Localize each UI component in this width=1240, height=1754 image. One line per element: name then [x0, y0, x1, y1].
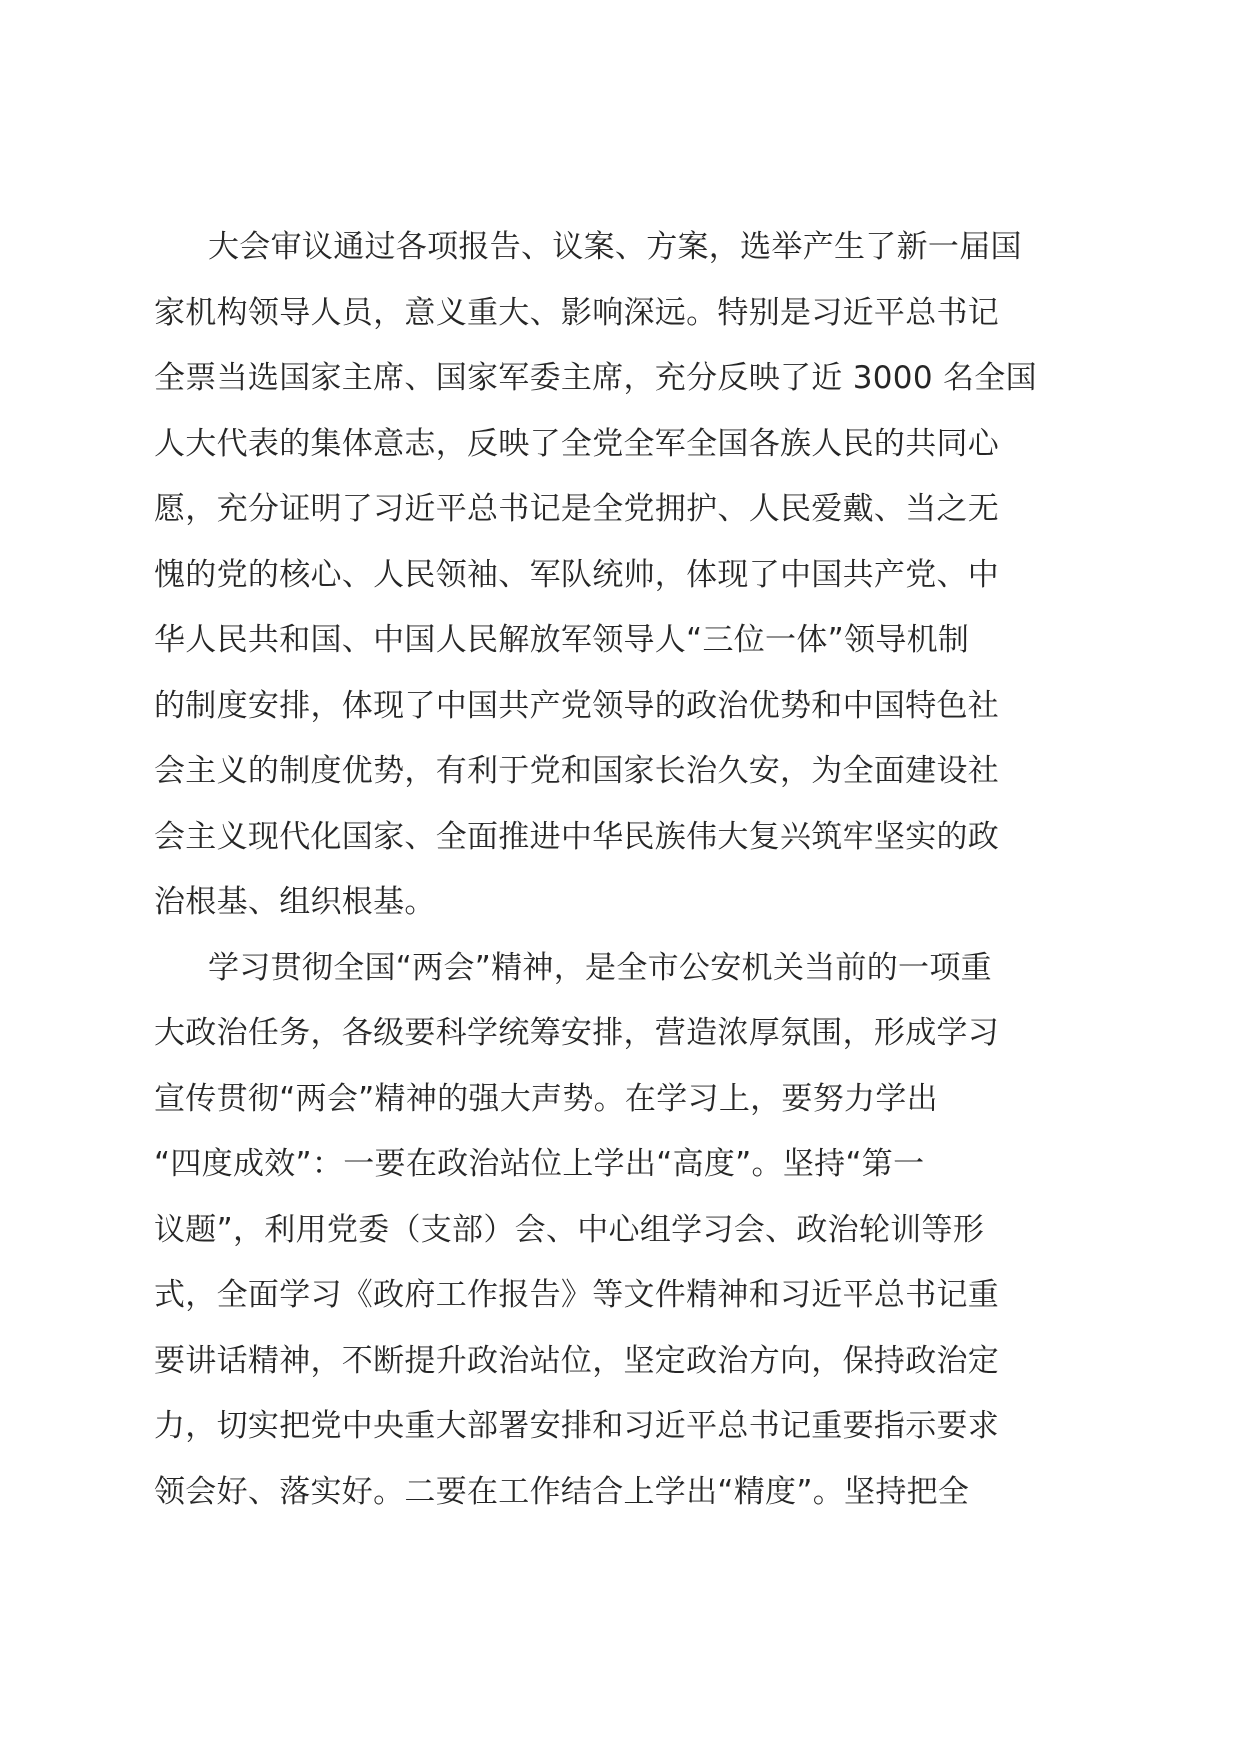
paragraph-1-line-6: 愧的党的核心、人民领袖、军队统帅，体现了中国共产党、中	[154, 556, 1000, 593]
paragraph-2-line-2: 大政治任务，各级要科学统筹安排，营造浓厚氛围，形成学习	[154, 1015, 1000, 1051]
paragraph-2-line-5: 议题”，利用党委（支部）会、中心组学习会、政治轮训等形	[154, 1211, 985, 1248]
paragraph-1-line-4: 人大代表的集体意志，反映了全党全军全国各族人民的共同心	[154, 425, 1000, 462]
body-text	[154, 215, 1094, 1525]
paragraph-2-line-7: 要讲话精神，不断提升政治站位，坚定政治方向，保持政治定	[154, 1342, 1000, 1379]
paragraph-2-line-6: 式，全面学习《政府工作报告》等文件精神和习近平总书记重	[154, 1277, 1000, 1313]
paragraph-1-line-1: 大会审议通过各项报告、议案、方案，选举产生了新一届国	[208, 229, 1022, 265]
paragraph-2-line-9: 领会好、落实好。二要在工作结合上学出“精度”。坚持把全	[154, 1473, 970, 1510]
paragraph-2-line-3: 宣传贯彻“两会”精神的强大声势。在学习上，要努力学出	[154, 1080, 938, 1117]
paragraph-1-line-10: 会主义现代化国家、全面推进中华民族伟大复兴筑牢坚实的政	[154, 818, 1000, 855]
paragraph-2-line-8: 力，切实把党中央重大部署安排和习近平总书记重要指示要求	[154, 1408, 1000, 1444]
paragraph-1-line-3: 全票当选国家主席、国家军委主席，充分反映了近 3000 名全国	[154, 360, 1037, 396]
paragraph-2-line-4: “四度成效”：一要在政治站位上学出“高度”。坚持“第一	[154, 1146, 925, 1182]
paragraph-1-line-2: 家机构领导人员，意义重大、影响深远。特别是习近平总书记	[154, 294, 1000, 331]
paragraph-1-line-9: 会主义的制度优势，有利于党和国家长治久安，为全面建设社	[154, 753, 1000, 789]
paragraph-1-line-7: 华人民共和国、中国人民解放军领导人“三位一体”领导机制	[154, 622, 970, 658]
paragraph-1-line-8: 的制度安排，体现了中国共产党领导的政治优势和中国特色社	[154, 687, 1000, 724]
paragraph-1-line-5: 愿，充分证明了习近平总书记是全党拥护、人民爱戴、当之无	[154, 491, 1000, 527]
paragraph-2-line-1: 学习贯彻全国“两会”精神，是全市公安机关当前的一项重	[208, 949, 992, 986]
paragraph-1-line-11: 治根基、组织根基。	[154, 884, 436, 920]
